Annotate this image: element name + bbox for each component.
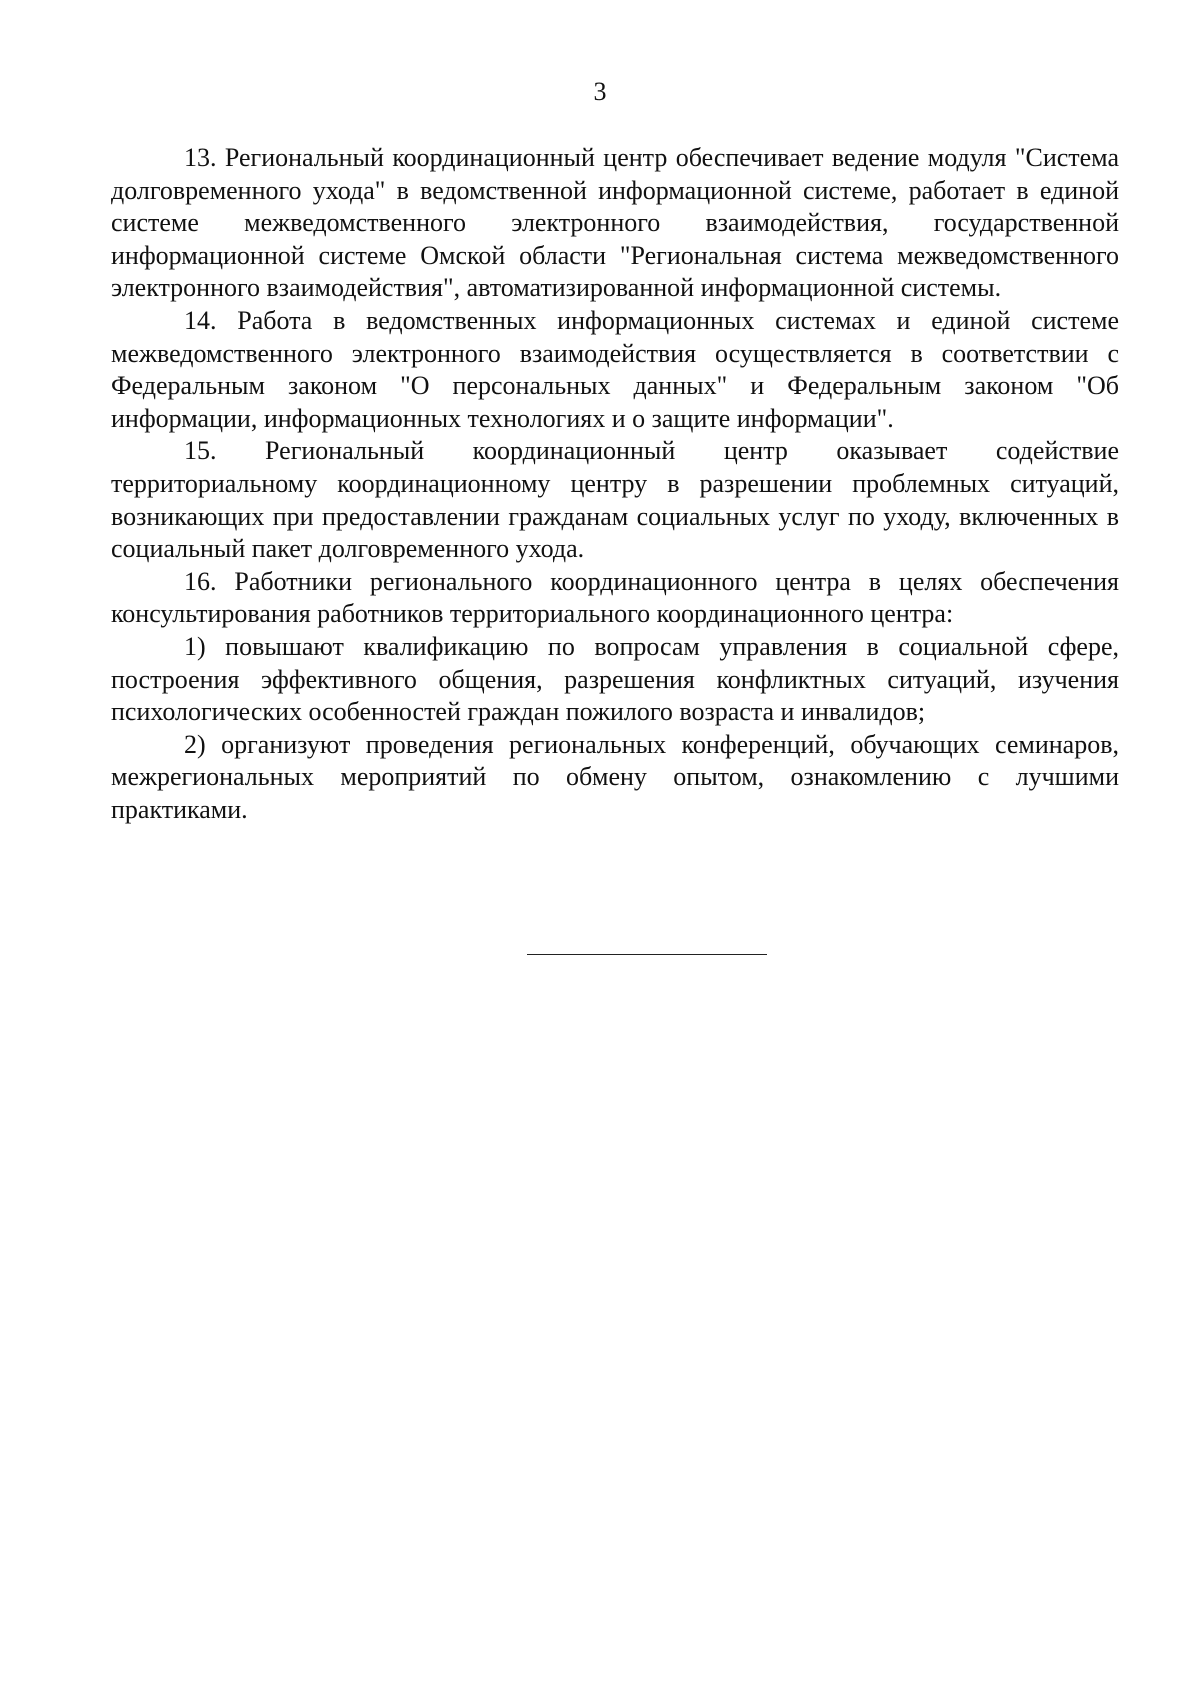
paragraph-16: 16. Работники регионального координационного центра в целях обеспечения консультирования работников территориального координационного центра: <box>111 566 1119 629</box>
paragraph-13: 13. Региональный координационный центр обеспечивает ведение модуля "Система долговременного ухода" в ведомственной информационной системе, работает в единой системе межведомственного электронного взаимодействия, государственной информационной системе Омской области "Региональная система межведомственного электронного взаимодействия", автоматизированной информационной системы. <box>111 143 1119 303</box>
paragraph-15: 15. Региональный координационный центр оказывает содействие территориальному координационному центру в разрешении проблемных ситуаций, возникающих при предоставлении гражданам социальных услуг по уходу, включенных в социальный пакет долговременного ухода. <box>111 436 1119 564</box>
page-number: 3 <box>593 77 607 106</box>
closing-divider-line <box>527 954 767 955</box>
paragraph-14: 14. Работа в ведомственных информационных системах и единой системе межведомственного электронного взаимодействия осуществляется в соответствии с Федеральным законом "О персональных данных" и Федеральным законом "Об информации, информационных технологиях и о защите информации". <box>111 305 1119 433</box>
subparagraph-1: 1) повышают квалификацию по вопросам управления в социальной сфере, построения эффективного общения, разрешения конфликтных ситуаций, изучения психологических особенностей граждан пожилого возраста и инвалидов; <box>111 631 1119 727</box>
document-body <box>111 142 1119 826</box>
subparagraph-2: 2) организуют проведения региональных конференций, обучающих семинаров, межрегиональных мероприятий по обмену опытом, ознакомлению с лучшими практиками. <box>111 729 1119 824</box>
